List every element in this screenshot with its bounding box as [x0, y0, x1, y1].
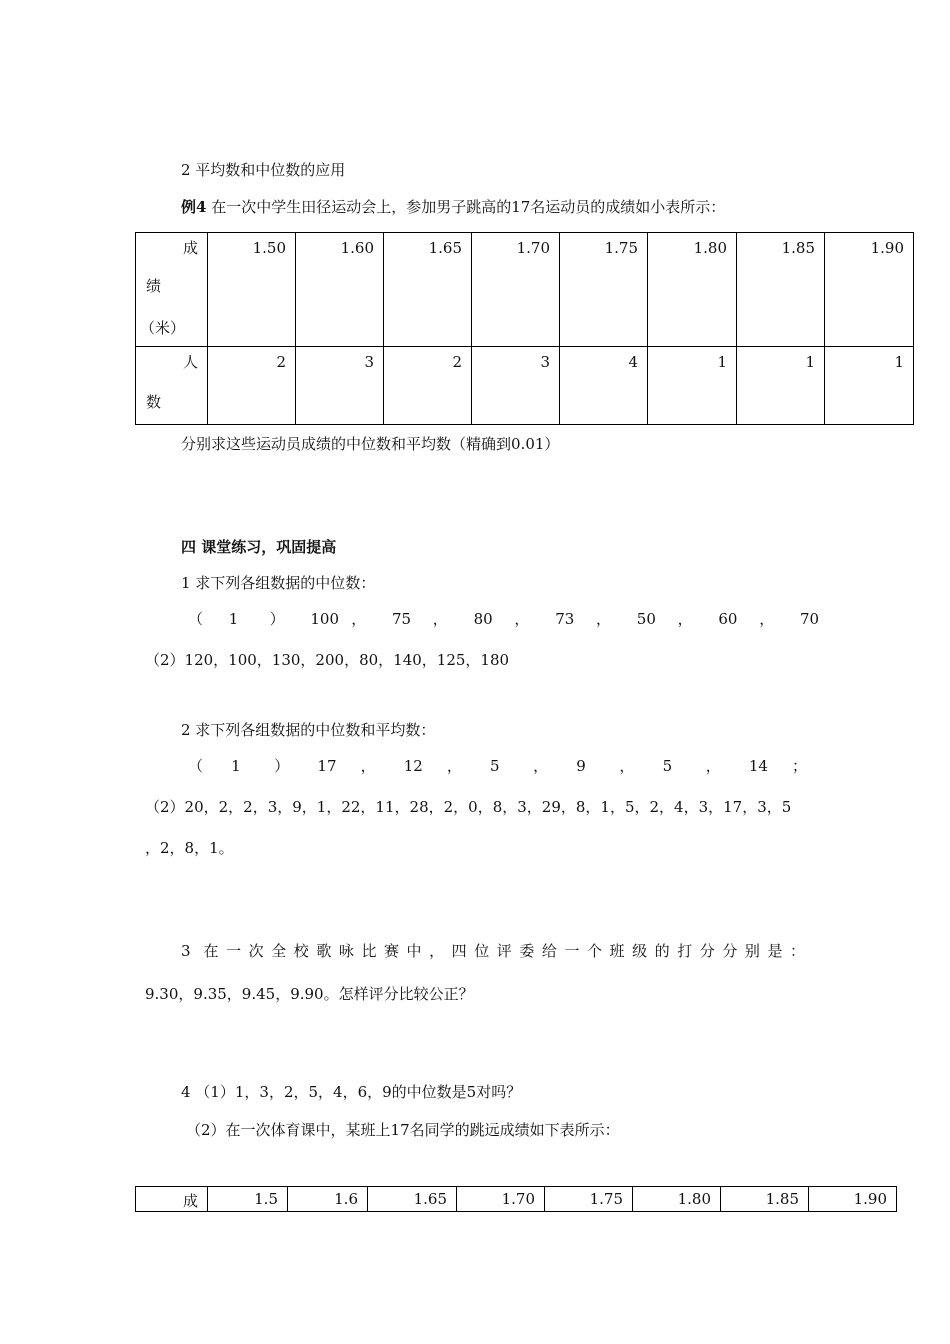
text-token: 在 — [203, 942, 219, 960]
text-token: 给 — [541, 942, 557, 960]
table-cell: 1 — [737, 347, 825, 425]
text-token: 一 — [564, 942, 580, 960]
q4-line2: （2）在一次体育课中，某班上17名同学的跳远成绩如下表所示： — [186, 1121, 620, 1139]
text-token: 赛 — [384, 942, 400, 960]
text-token: ） — [274, 757, 290, 775]
text-token: 70 — [800, 610, 820, 628]
q2-part2-line2: ，2，8，1。 — [145, 839, 234, 857]
q3-line2: 9.30，9.35，9.45，9.90。怎样评分比较公正？ — [145, 985, 474, 1003]
table-cell: 1.85 — [737, 233, 825, 347]
row-header-score: 成 绩 （米） — [136, 233, 208, 347]
table-cell: 1.70 — [457, 1187, 545, 1212]
text-token: 个 — [587, 942, 603, 960]
high-jump-table — [135, 232, 914, 425]
table-cell: 1.65 — [368, 1187, 457, 1212]
text-token: 一 — [226, 942, 242, 960]
text-token: 评 — [496, 942, 512, 960]
text-token: ， — [759, 610, 775, 628]
table-cell: 1.75 — [560, 233, 648, 347]
table-cell: 2 — [208, 347, 296, 425]
table-row — [136, 1187, 897, 1212]
text-token: ， — [596, 610, 612, 628]
example-4 — [181, 197, 725, 217]
text-token: 歌 — [316, 942, 332, 960]
text-token: 位 — [474, 942, 490, 960]
text-token: 9 — [576, 757, 586, 775]
text-token: ， — [429, 942, 445, 960]
table-row-score — [136, 233, 914, 347]
table-cell: 2 — [384, 347, 472, 425]
table-cell: 1.60 — [296, 233, 384, 347]
text-token: ， — [619, 757, 635, 775]
text-token: 四 — [451, 942, 467, 960]
text-token: 3 — [181, 942, 191, 960]
table-cell: 1.70 — [472, 233, 560, 347]
table-cell: 4 — [560, 347, 648, 425]
text-token: （ — [188, 610, 204, 628]
table-cell: 1.65 — [384, 233, 472, 347]
text-token: 17 — [317, 757, 337, 775]
text-token: 是 — [767, 942, 783, 960]
q2-part2-line1: （2）20，2，2，3，9，1，22，11，28，2，0，8，3，29，8，1，5，2，4，3，17，3，5 — [145, 798, 792, 816]
text-token: 1 — [231, 757, 241, 775]
text-token: ， — [446, 757, 462, 775]
example-label: 例4 — [181, 198, 207, 216]
table-cell: 1 — [648, 347, 737, 425]
table-cell: 1.90 — [809, 1187, 897, 1212]
q2-title: 2 求下列各组数据的中位数和平均数： — [181, 721, 436, 739]
text-token: ， — [677, 610, 693, 628]
text-token: 委 — [519, 942, 535, 960]
text-token: 5 — [490, 757, 500, 775]
text-token: 分 — [699, 942, 715, 960]
table-cell: 1.75 — [545, 1187, 633, 1212]
text-token: 50 — [636, 610, 656, 628]
text-token: 1 — [228, 610, 239, 628]
text-token: ， — [432, 610, 448, 628]
text-token: （ — [188, 757, 204, 775]
text-token: ： — [790, 942, 806, 960]
text-token: 比 — [361, 942, 377, 960]
text-token: 次 — [248, 942, 264, 960]
table-cell: 1.50 — [208, 233, 296, 347]
question-text: 分别求这些运动员成绩的中位数和平均数（精确到0.01） — [181, 435, 560, 453]
text-token: 75 — [392, 610, 412, 628]
text-token: 5 — [662, 757, 673, 775]
text-token: 中 — [406, 942, 422, 960]
text-token: 73 — [555, 610, 575, 628]
table-row-count — [136, 347, 914, 425]
table-cell: 1.80 — [633, 1187, 721, 1212]
text-token: 打 — [677, 942, 693, 960]
table-cell: 1 — [825, 347, 914, 425]
text-token: 别 — [744, 942, 760, 960]
example-text: 在一次中学生田径运动会上，参加男子跳高的17名运动员的成绩如小表所示： — [211, 198, 726, 216]
section-title: 2 平均数和中位数的应用 — [181, 161, 346, 179]
text-token: ， — [360, 757, 376, 775]
text-token: 全 — [271, 942, 287, 960]
text-token: 班 — [609, 942, 625, 960]
text-token: ； — [792, 757, 808, 775]
text-token: ， — [351, 610, 367, 628]
q1-title: 1 求下列各组数据的中位数： — [181, 574, 376, 592]
text-token: 80 — [473, 610, 493, 628]
row-header-count: 人 数 — [136, 347, 208, 425]
q1-part2: （2）120，100，130，200，80，140，125，180 — [145, 651, 510, 669]
table-cell: 3 — [472, 347, 560, 425]
text-token: 60 — [718, 610, 738, 628]
table-cell: 1.6 — [288, 1187, 368, 1212]
section-4-title: 四 课堂练习，巩固提高 — [181, 538, 337, 556]
table-cell: 1.5 — [208, 1187, 288, 1212]
text-token: ， — [533, 757, 549, 775]
text-token: ， — [514, 610, 530, 628]
text-token: 100 — [310, 610, 340, 628]
text-token: 12 — [403, 757, 423, 775]
text-token: 级 — [632, 942, 648, 960]
long-jump-table — [135, 1186, 897, 1212]
row-header: 成 — [136, 1187, 208, 1212]
table-cell: 1.85 — [721, 1187, 809, 1212]
table-cell: 1.90 — [825, 233, 914, 347]
text-token: 的 — [654, 942, 670, 960]
text-token: 分 — [722, 942, 738, 960]
text-token: 校 — [293, 942, 309, 960]
table-cell: 3 — [296, 347, 384, 425]
text-token: 14 — [748, 757, 768, 775]
text-token: ） — [269, 610, 285, 628]
table-cell: 1.80 — [648, 233, 737, 347]
text-token: 咏 — [338, 942, 354, 960]
text-token: ， — [705, 757, 721, 775]
q4-line1: 4 （1）1，3，2，5，4，6，9的中位数是5对吗？ — [181, 1083, 522, 1101]
